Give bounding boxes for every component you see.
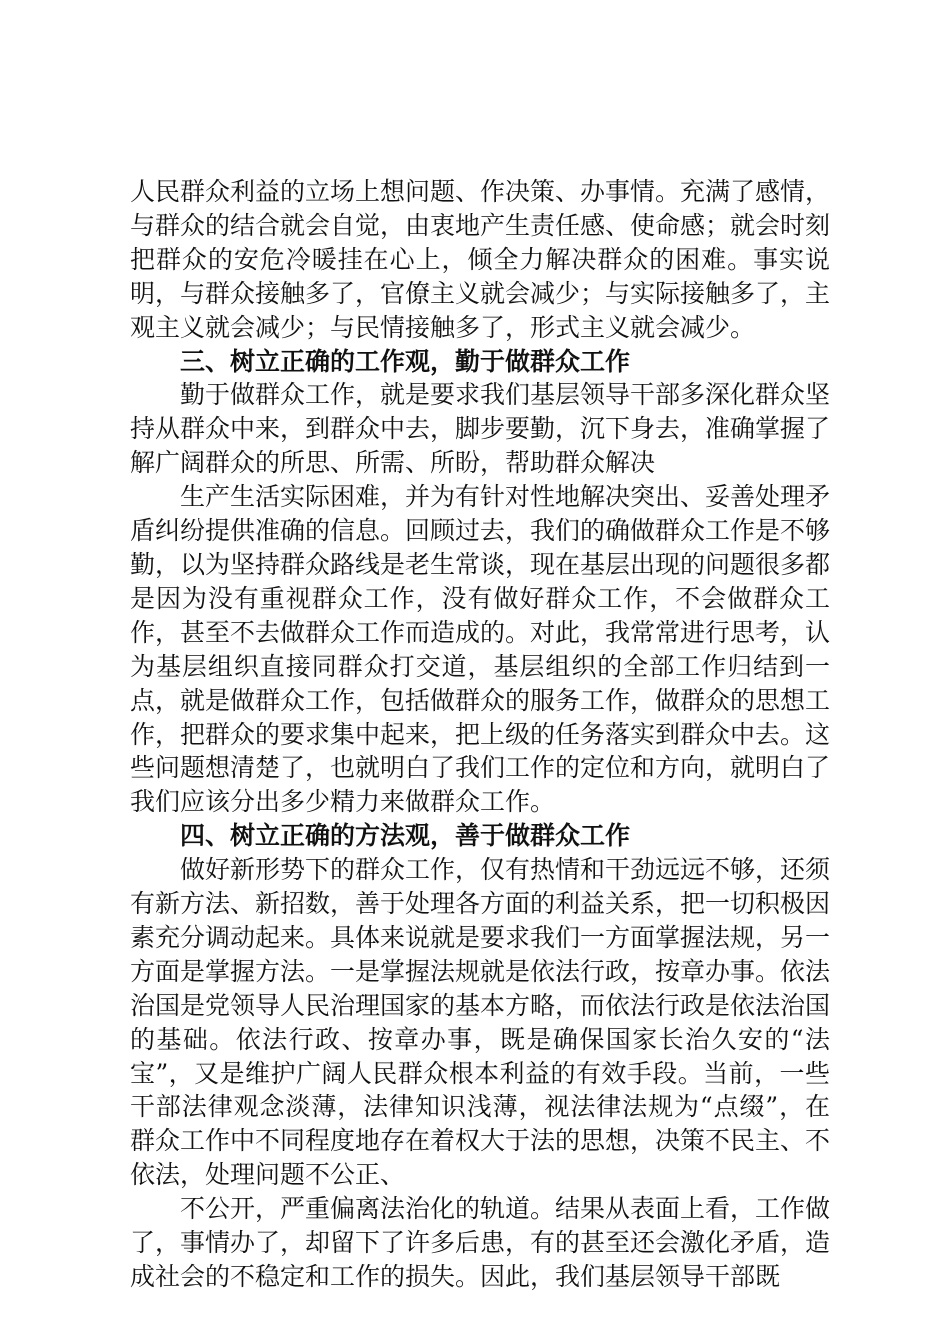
body-paragraph: 不公开，严重偏离法治化的轨道。结果从表面上看，工作做了，事情办了，却留下了许多后患，有的甚至还会激化矛盾，造成社会的不稳定和工作的损失。因此，我们基层领导干部既 <box>130 1194 831 1291</box>
body-paragraph: 人民群众利益的立场上想问题、作决策、办事情。充满了感情，与群众的结合就会自觉，由衷地产生责任感、使命感；就会时刻把群众的安危冷暖挂在心上，倾全力解决群众的困难。事实说明，与群众接触多了，官僚主义就会减少；与实际接触多了，主观主义就会减少；与民情接触多了，形式主义就会减少。 <box>130 177 831 342</box>
document-body <box>130 175 830 1294</box>
section-heading: 三、树立正确的工作观，勤于做群众工作 <box>180 346 631 376</box>
body-paragraph: 勤于做群众工作，就是要求我们基层领导干部多深化群众坚持从群众中来，到群众中去，脚步要勤，沉下身去，准确掌握了解广阔群众的所思、所需、所盼，帮助群众解决 <box>130 380 831 478</box>
body-paragraph: 生产生活实际困难，并为有针对性地解决突出、妥善处理矛盾纠纷提供准确的信息。回顾过去，我们的确做群众工作是不够勤，以为坚持群众路线是老生常谈，现在基层出现的问题很多都是因为没有重视群众工作，没有做好群众工作，不会做群众工作，甚至不去做群众工作而造成的。对此，我常常进行思考，认为基层组织直接同群众打交道，基层组织的全部工作归结到一点，就是做群众工作，包括做群众的服务工作，做群众的思想工作，把群众的要求集中起来，把上级的任务落实到群众中去。这些问题想清楚了，也就明白了我们工作的定位和方向，就明白了我们应该分出多少精力来做群众工作。 <box>130 482 831 817</box>
body-paragraph: 做好新形势下的群众工作，仅有热情和干劲远远不够，还须有新方法、新招数，善于处理各方面的利益关系，把一切积极因素充分调动起来。具体来说就是要求我们一方面掌握法规，另一方面是掌握方法。一是掌握法规就是依法行政，按章办事。依法治国是党领导人民治理国家的基本方略，而依法行政是依法治国的基础。依法行政、按章办事，既是确保国家长治久安的“法宝”，又是维护广阔人民群众根本利益的有效手段。当前，一些干部法律观念淡薄，法律知识浅薄，视法律法规为“点缀”，在群众工作中不同程度地存在着权大于法的思想，决策不民主、不依法，处理问题不公正、 <box>130 855 831 1190</box>
section-heading: 四、树立正确的方法观，善于做群众工作 <box>180 821 631 851</box>
